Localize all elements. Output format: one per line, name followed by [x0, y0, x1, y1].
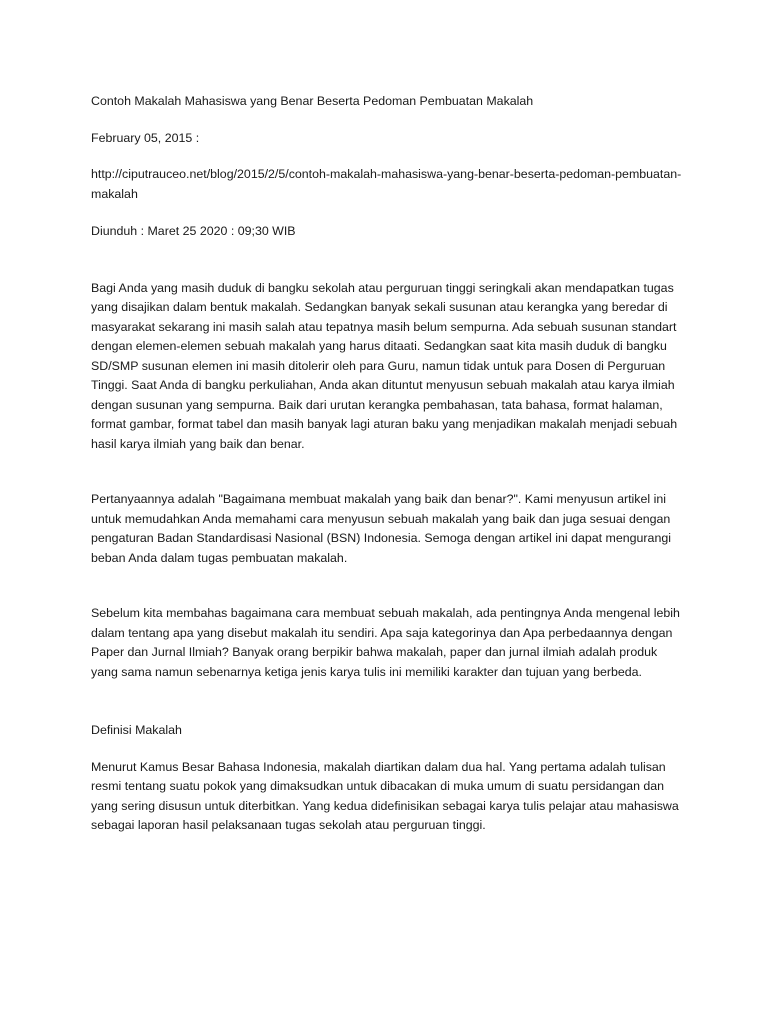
- section-heading: Definisi Makalah: [91, 723, 182, 737]
- source-url: http://ciputrauceo.net/blog/2015/2/5/contoh-makalah-mahasiswa-yang-benar-beserta-pedoman-pembuatan-makalah: [91, 167, 682, 201]
- publish-date: February 05, 2015 :: [91, 130, 200, 145]
- download-info: Diunduh : Maret 25 2020 : 09;30 WIB: [91, 224, 296, 238]
- definition-paragraph: Menurut Kamus Besar Bahasa Indonesia, makalah diartikan dalam dua hal. Yang pertama adalah tulisan resmi tentang suatu pokok yang dimaksudkan untuk dibacakan di muka umum di suatu persidangan dan yang sering disusun untuk diterbitkan. Yang kedua didefinisikan sebagai karya tulis pelajar atau mahasiswa sebagai laporan hasil pelaksanaan tugas sekolah atau perguruan tinggi.: [91, 759, 679, 832]
- document-title: Contoh Makalah Mahasiswa yang Benar Beserta Pedoman Pembuatan Makalah: [91, 94, 534, 108]
- body-paragraph-3: Sebelum kita membahas bagaimana cara membuat sebuah makalah, ada pentingnya Anda mengenal lebih dalam tentang apa yang disebut makalah itu sendiri. Apa saja kategorinya dan Apa perbedaannya dengan Paper dan Jurnal Ilmiah? Banyak orang berpikir bahwa makalah, paper dan jurnal ilmiah adalah produk yang sama namun sebenarnya ketiga jenis karya tulis ini memiliki karakter dan tujuan yang berbeda.: [91, 606, 680, 679]
- body-paragraph-2: Pertanyaannya adalah "Bagaimana membuat makalah yang baik dan benar?". Kami menyusun artikel ini untuk memudahkan Anda memahami cara menyusun sebuah makalah yang baik dan juga sesuai dengan pengaturan Badan Standardisasi Nasional (BSN) Indonesia. Semoga dengan artikel ini dapat mengurangi beban Anda dalam tugas pembuatan makalah.: [91, 492, 671, 565]
- document-page: [91, 92, 687, 836]
- body-paragraph-1: Bagi Anda yang masih duduk di bangku sekolah atau perguruan tinggi seringkali akan mendapatkan tugas yang disajikan dalam bentuk makalah. Sedangkan banyak sekali susunan atau kerangka yang beredar di masyarakat sekarang ini masih salah atau tepatnya masih belum sempurna. Ada sebuah susunan standart dengan elemen-elemen sebuah makalah yang harus ditaati. Sedangkan saat kita masih duduk di bangku SD/SMP susunan elemen ini masih ditolerir oleh para Guru, namun tidak untuk para Dosen di Perguruan Tinggi. Saat Anda di bangku perkuliahan, Anda akan dituntut menyusun sebuah makalah atau karya ilmiah dengan susunan yang sempurna. Baik dari urutan kerangka pembahasan, tata bahasa, format halaman, format gambar, format tabel dan masih banyak lagi aturan baku yang menjadikan makalah menjadi sebuah hasil karya ilmiah yang baik dan benar.: [91, 280, 678, 451]
